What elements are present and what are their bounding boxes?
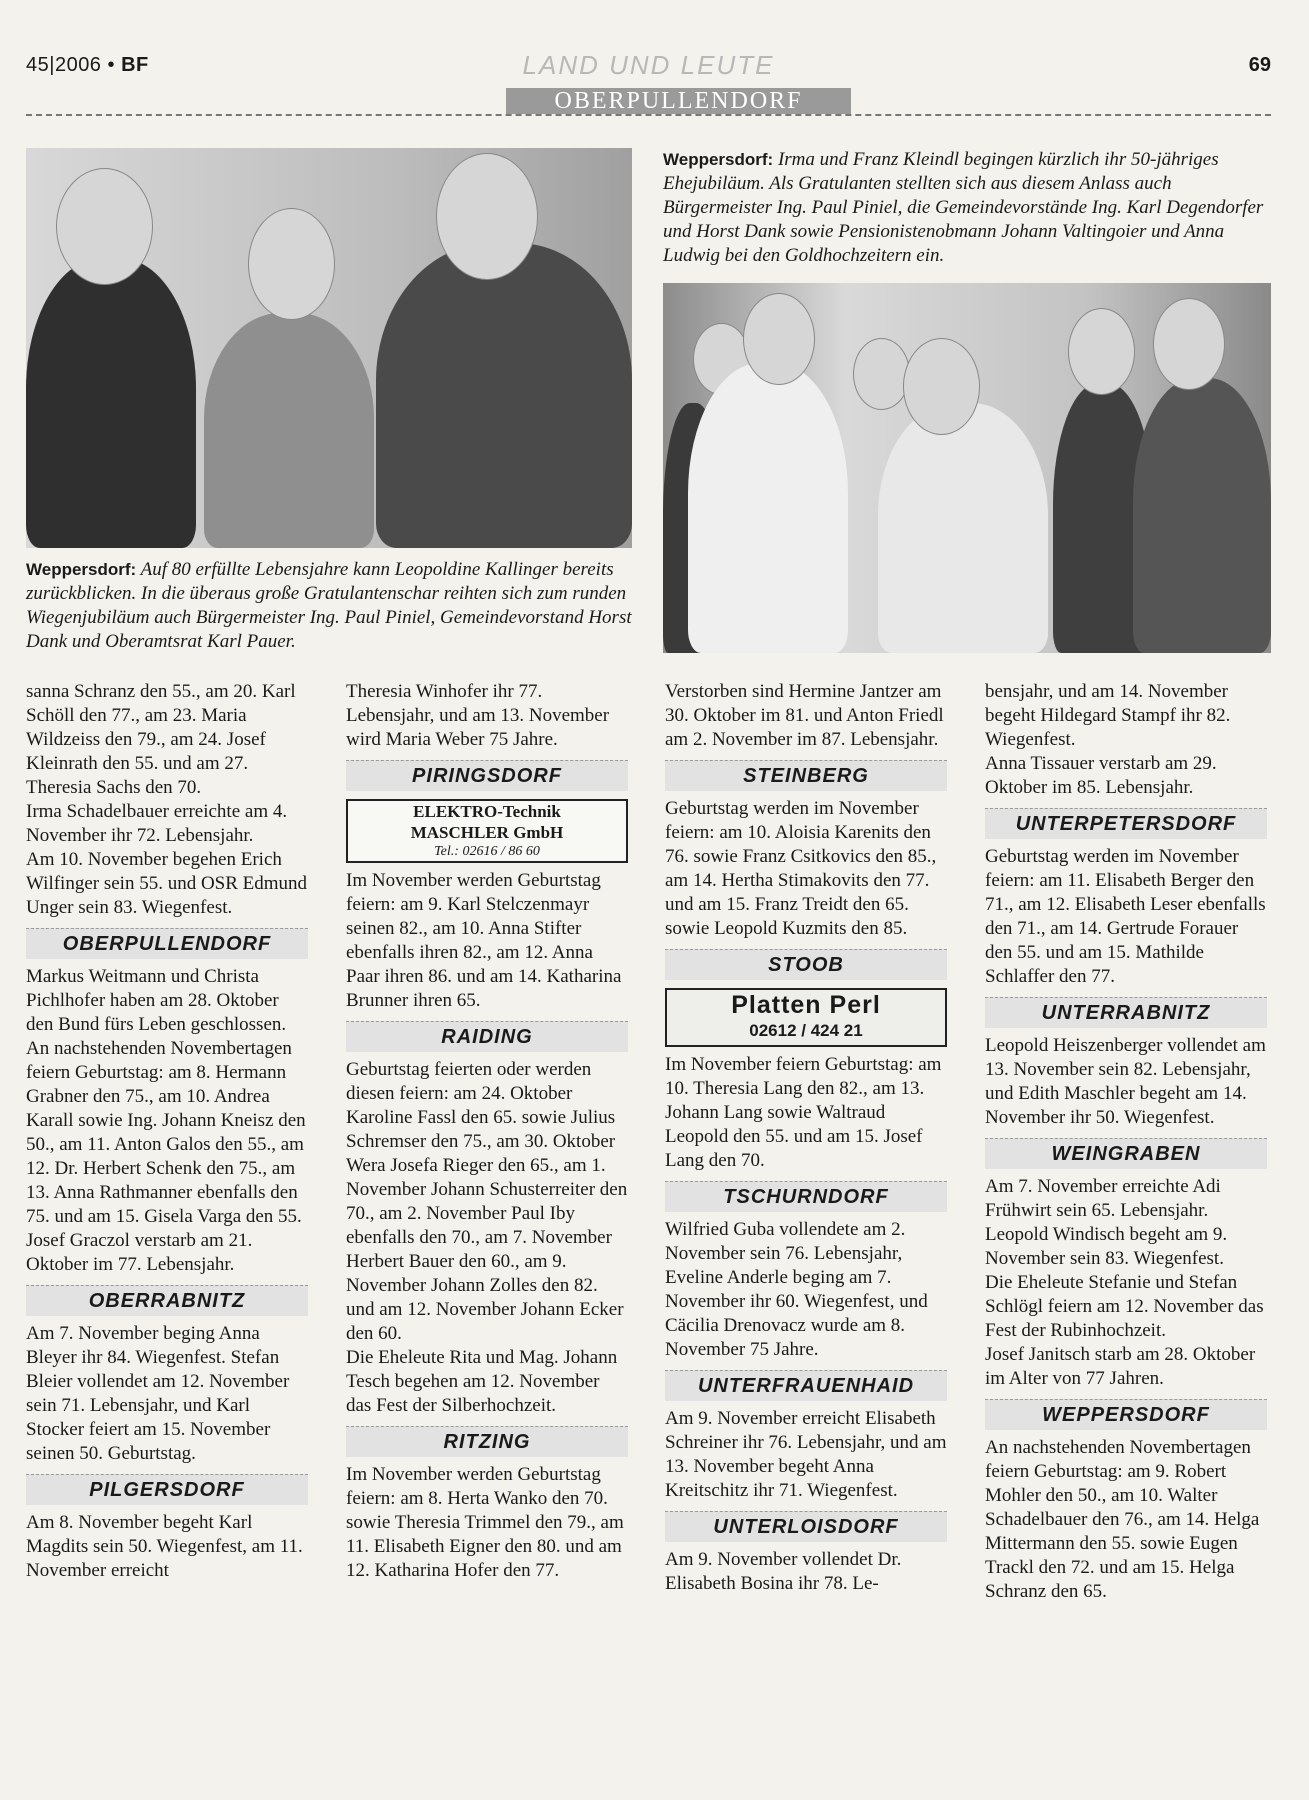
village-heading: UNTERRABNITZ (985, 997, 1267, 1028)
caption-80th-birthday (26, 558, 632, 654)
paragraph: Im November feiern Geburtstag: am 10. Theresia Lang den 82., am 13. Johann Lang sowie Waltraud Leopold den 55. und am 15. Josef Lang den 70. (665, 1054, 942, 1171)
paragraph: Am 9. November vollendet Dr. Elisabeth Bosina ihr 78. Le- (665, 1549, 902, 1594)
section-title: LAND UND LEUTE (522, 50, 775, 80)
text-column-4 (985, 680, 1267, 1604)
person-head (56, 168, 153, 285)
photo-anniversary-80 (26, 148, 632, 548)
paragraph: Josef Janitsch starb am 28. Oktober im Alter von 77 Jahren. (985, 1344, 1256, 1389)
paragraph: Geburtstag werden im November feiern: am 11. Elisabeth Berger den 71., am 12. Elisabeth Leser ebenfalls den 71., am 14. Gertrude Forauer den 55. und am 15. Mathilde Schlaffer den 77. (985, 846, 1266, 987)
paragraph: An nachstehenden Novembertagen feiern Geburtstag: am 9. Robert Mohler den 50., am 10. Walter Schadelbauer den 76., am 14. Helga Mittermann den 55. sowie Eugen Trackl den 72. und am 15. Helga Schranz den 65. (985, 1437, 1260, 1602)
caption-text: Irma und Franz Kleindl begingen kürzlich ihr 50-jähriges Ehejubiläum. Als Gratulanten stellten sich aus diesem Anlass auch Bürgermeister Ing. Paul Piniel, die Gemeindevorstände Ing. Karl Degendorfer und Horst Dank sowie Pensionistenobmann Johann Valtingoier und Anna Ludwig bei den Goldhochzeitern ein. (663, 149, 1264, 266)
person-head (1153, 298, 1225, 390)
village-heading: UNTERFRAUENHAID (665, 1370, 947, 1401)
ad-line: Platten Perl (731, 991, 881, 1019)
paragraph: Anna Tissauer verstarb am 29. Oktober im 85. Lebensjahr. (985, 753, 1217, 798)
village-heading: TSCHURNDORF (665, 1181, 947, 1212)
paragraph: Am 10. November begehen Erich Wilfinger sein 55. und OSR Edmund Unger sein 83. Wiegenfest. (26, 849, 308, 918)
caption-place: Weppersdorf: (663, 150, 774, 169)
person-head (853, 338, 910, 410)
village-heading: PILGERSDORF (26, 1474, 308, 1505)
village-heading: PIRINGSDORF (346, 760, 628, 791)
paragraph: bensjahr, und am 14. November begeht Hildegard Stampf ihr 82. Wiegenfest. (985, 681, 1231, 750)
text-column-1 (26, 680, 308, 1583)
paragraph: Am 7. November beging Anna Bleyer ihr 84. Wiegenfest. Stefan Bleier vollendet am 12. November sein 71. Lebensjahr, und Karl Stocker feiert am 15. November seinen 50. Geburtstag. (26, 1323, 290, 1464)
paragraph: sanna Schranz den 55., am 20. Karl Schöll den 77., am 23. Maria Wildzeiss den 79., am 24. Josef Kleinrath den 55. und am 27. Theresia Sachs den 70. (26, 681, 296, 798)
brand: BF (121, 54, 149, 76)
person-figure (878, 403, 1048, 653)
paragraph: An nachstehenden Novembertagen feiern Geburtstag: am 8. Hermann Grabner den 75., am 10. Andrea Karall sowie Ing. Johann Kneisz den 50., am 11. Anton Galos den 55., am 12. Dr. Herbert Schenk den 75., am 13. Anna Rathmanner ebenfalls den 75. und am 15. Gisela Varga den 55. (26, 1038, 306, 1227)
paragraph: Geburtstag feierten oder werden diesen feiern: am 24. Oktober Karoline Fassl den 65. sowie Julius Schremser den 75., am 30. Oktober Wera Josefa Rieger den 65., am 1. November Johann Schusterreiter den 70., am 2. November Paul Iby ebenfalls den 70., am 7. November Herbert Bauer den 60., am 9. November Johann Zolles den 82. und am 12. November Johann Ecker den 60. (346, 1059, 628, 1344)
person-figure (1133, 378, 1271, 653)
paragraph: Am 9. November erreicht Elisabeth Schreiner ihr 76. Lebensjahr, und am 13. November begeht Anna Kreitschitz ihr 71. Wiegenfest. (665, 1408, 947, 1501)
paragraph: Im November werden Geburtstag feiern: am 8. Herta Wanko den 70. sowie Theresia Trimmel den 79., am 11. Elisabeth Eigner den 80. und am 12. Katharina Hofer den 77. (346, 1464, 624, 1581)
person-figure (688, 363, 848, 653)
person-head (248, 208, 335, 320)
ad-elektro-maschler (346, 799, 628, 863)
paragraph: Die Eheleute Rita und Mag. Johann Tesch begehen am 12. November das Fest der Silberhochzeit. (346, 1347, 618, 1416)
person-head (436, 153, 538, 280)
paragraph: Am 7. November erreichte Adi Frühwirt sein 65. Lebensjahr. Leopold Windisch begeht am 9. November sein 83. Wiegenfest. (985, 1176, 1228, 1269)
text-column-3 (665, 680, 947, 1596)
village-heading: STOOB (665, 949, 947, 980)
paragraph: Wilfried Guba vollendete am 2. November sein 76. Lebensjahr, Eveline Anderle beging am 7. November ihr 60. Wiegenfest, und Cäcilia Drenovacz wurde am 8. November 75 Jahre. (665, 1219, 928, 1360)
ad-phone: Tel.: 02616 / 86 60 (434, 844, 540, 859)
ad-line: ELEKTRO-Technik (413, 802, 561, 821)
paragraph: Am 8. November begeht Karl Magdits sein 50. Wiegenfest, am 11. November erreicht (26, 1512, 303, 1581)
village-heading: UNTERLOISDORF (665, 1511, 947, 1542)
village-heading: UNTERPETERSDORF (985, 808, 1267, 839)
paragraph: Markus Weitmann und Christa Pichlhofer haben am 28. Oktober den Bund fürs Leben geschlossen. (26, 966, 287, 1035)
person-head (743, 293, 815, 385)
text-column-2 (346, 680, 628, 1583)
paragraph: Geburtstag werden im November feiern: am 10. Aloisia Karenits den 76. sowie Franz Csitkovics den 85., am 14. Hertha Stimakovits den 77. und am 15. Franz Treidt den 65. sowie Leopold Kuzmits den 85. (665, 798, 937, 939)
paragraph: Irma Schadelbauer erreichte am 4. November ihr 72. Lebensjahr. (26, 801, 288, 846)
ad-line: MASCHLER GmbH (410, 823, 564, 842)
person-figure (204, 313, 374, 548)
region-banner-label: OBERPULLENDORF (506, 88, 851, 114)
caption-golden-wedding (663, 148, 1271, 268)
village-heading: STEINBERG (665, 760, 947, 791)
ad-platten-perl (665, 988, 947, 1047)
person-head (1068, 308, 1135, 395)
paragraph: Leopold Heiszenberger vollendet am 13. November sein 82. Lebensjahr, und Edith Maschler begeht am 14. November ihr 50. Wiegenfest. (985, 1035, 1266, 1128)
ad-phone: 02612 / 424 21 (749, 1021, 863, 1040)
caption-place: Weppersdorf: (26, 560, 137, 579)
paragraph: Die Eheleute Stefanie und Stefan Schlögl feiern am 12. November das Fest der Rubinhochzeit. (985, 1272, 1264, 1341)
person-head (903, 338, 980, 435)
village-heading: OBERPULLENDORF (26, 928, 308, 959)
village-heading: RAIDING (346, 1021, 628, 1052)
caption-text: Auf 80 erfüllte Lebensjahre kann Leopoldine Kallinger bereits zurückblicken. In die überaus große Gratulantenschar reihten sich zum runden Wiegenjubiläum auch Bürgermeister Ing. Paul Piniel, Gemeindevorstand Horst Dank und Oberamtsrat Karl Pauer. (26, 559, 632, 652)
person-figure (376, 243, 632, 548)
region-banner (26, 88, 1271, 116)
issue-number: 45|2006 • BF (26, 54, 149, 76)
page-header (26, 48, 1271, 88)
person-figure (26, 258, 196, 548)
village-heading: WEPPERSDORF (985, 1399, 1267, 1430)
page-number: 69 (1248, 54, 1271, 76)
paragraph: Im November werden Geburtstag feiern: am 9. Karl Stelczenmayr seinen 82., am 10. Anna Stifter ebenfalls ihren 82., am 12. Anna Paar ihren 86. und am 14. Katharina Brunner ihren 65. (346, 870, 622, 1011)
village-heading: OBERRABNITZ (26, 1285, 308, 1316)
paragraph: Josef Graczol verstarb am 21. Oktober im 77. Lebensjahr. (26, 1230, 253, 1275)
village-heading: WEINGRABEN (985, 1138, 1267, 1169)
paragraph: Theresia Winhofer ihr 77. Lebensjahr, und am 13. November wird Maria Weber 75 Jahre. (346, 681, 610, 750)
photo-golden-wedding (663, 283, 1271, 653)
village-heading: RITZING (346, 1426, 628, 1457)
paragraph: Verstorben sind Hermine Jantzer am 30. Oktober im 81. und Anton Friedl am 2. November im 87. Lebensjahr. (665, 681, 944, 750)
